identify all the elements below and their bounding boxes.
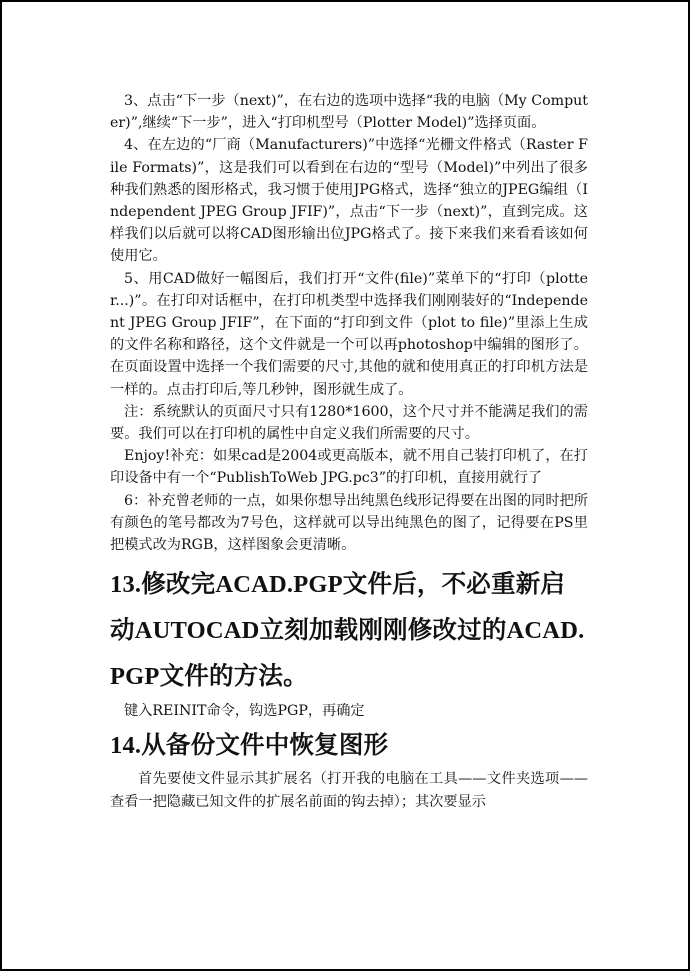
page-content bbox=[110, 90, 588, 813]
paragraph-step-4: 4、在左边的“厂商（Manufacturers)”中选择“光栅文件格式（Raster File Formats)”，这是我们可以看到在右边的“型号（Model)”中列出了很多种我们熟悉的图形格式，我习惯于使用JPG格式，选择“独立的JPEG编组（Independent JPEG Group JFIF)”，点击“下一步（next)”，直到完成。这样我们以后就可以将CAD图形输出位JPG格式了。接下来我们来看看该如何使用它。 bbox=[110, 137, 588, 265]
section-14-body: 首先要使文件显示其扩展名（打开我的电脑在工具——文件夹选项——查看一把隐藏已知文件的扩展名前面的钩去掉）；其次要显示 bbox=[110, 771, 588, 810]
paragraph-step-3: 3、点击“下一步（next)”，在右边的选项中选择“我的电脑（My Computer)”,继续“下一步”，进入“打印机型号（Plotter Model)”选择页面。 bbox=[110, 93, 588, 132]
section-13-body: 键入REINIT命令，钩选PGP，再确定 bbox=[124, 703, 365, 720]
paragraph-step-5: 5、用CAD做好一幅图后，我们打开“文件(file)”菜单下的“打印（plotter...)”。在打印对话框中，在打印机类型中选择我们刚刚装好的“Independent JPEG Group JFIF”，在下面的“打印到文件（plot to file)”里添上生成的文件名称和路径，这个文件就是一个可以再photoshop中编辑的图形了。在页面设置中选择一个我们需要的尺寸,其他的就和使用真正的打印机方法是一样的。点击打印后,等几秒钟，图形就生成了。 bbox=[110, 270, 588, 398]
paragraph-note: 注：系统默认的页面尺寸只有1280*1600，这个尺寸并不能满足我们的需要。我们可以在打印机的属性中自定义我们所需要的尺寸。 bbox=[110, 403, 588, 443]
section-13-heading: 13.修改完ACAD.PGP文件后，不必重新启动AUTOCAD立刻加载刚刚修改过的ACAD.PGP文件的方法。 bbox=[110, 571, 585, 691]
paragraph-enjoy: Enjoy!补充：如果cad是2004或更高版本，就不用自己装打印机了，在打印设备中有一个“PublishToWeb JPG.pc3”的打印机，直接用就行了 bbox=[110, 448, 588, 487]
section-14-heading: 14.从备份文件中恢复图形 bbox=[110, 732, 389, 760]
paragraph-step-6: 6：补充曾老师的一点，如果你想导出纯黑色线形记得要在出图的同时把所有颜色的笔号都改为7号色，这样就可以导出纯黑色的图了，记得要在PS里把模式改为RGB，这样图象会更清晰。 bbox=[110, 492, 588, 554]
